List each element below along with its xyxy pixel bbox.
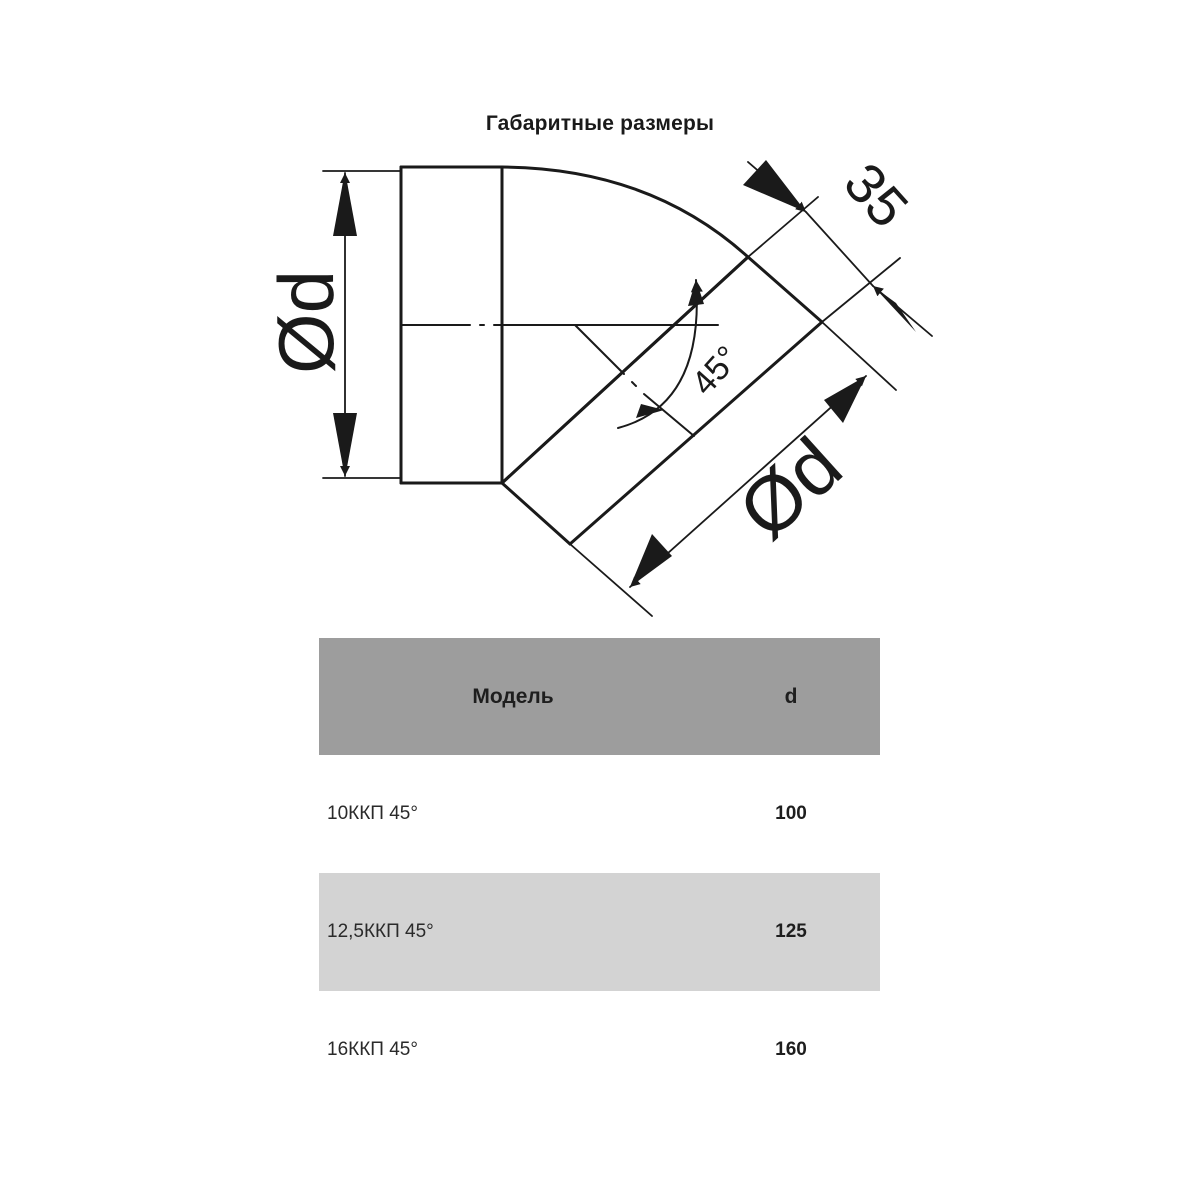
table-row — [319, 873, 880, 991]
row-model: 16ККП 45° — [327, 1039, 418, 1060]
row-model: 10ККП 45° — [327, 803, 418, 824]
elbow-outer-arc — [502, 167, 748, 257]
table-row — [319, 755, 880, 873]
center-lines — [401, 325, 718, 436]
row-d: 100 — [775, 803, 807, 824]
header-model: Модель — [472, 684, 554, 708]
row-d: 125 — [775, 921, 807, 942]
table-row — [319, 991, 880, 1109]
row-d: 160 — [775, 1039, 807, 1060]
header-d: d — [784, 684, 798, 708]
models-table — [319, 638, 880, 1109]
angle-label: 45° — [684, 338, 748, 403]
row-model: 12,5ККП 45° — [327, 921, 434, 942]
left-diameter-label: Ød — [262, 269, 350, 375]
page-title: Габаритные размеры — [485, 112, 715, 135]
length-label: 35 — [832, 150, 921, 240]
right-diameter-label: Ød — [721, 420, 859, 556]
table-header-row — [319, 638, 880, 755]
